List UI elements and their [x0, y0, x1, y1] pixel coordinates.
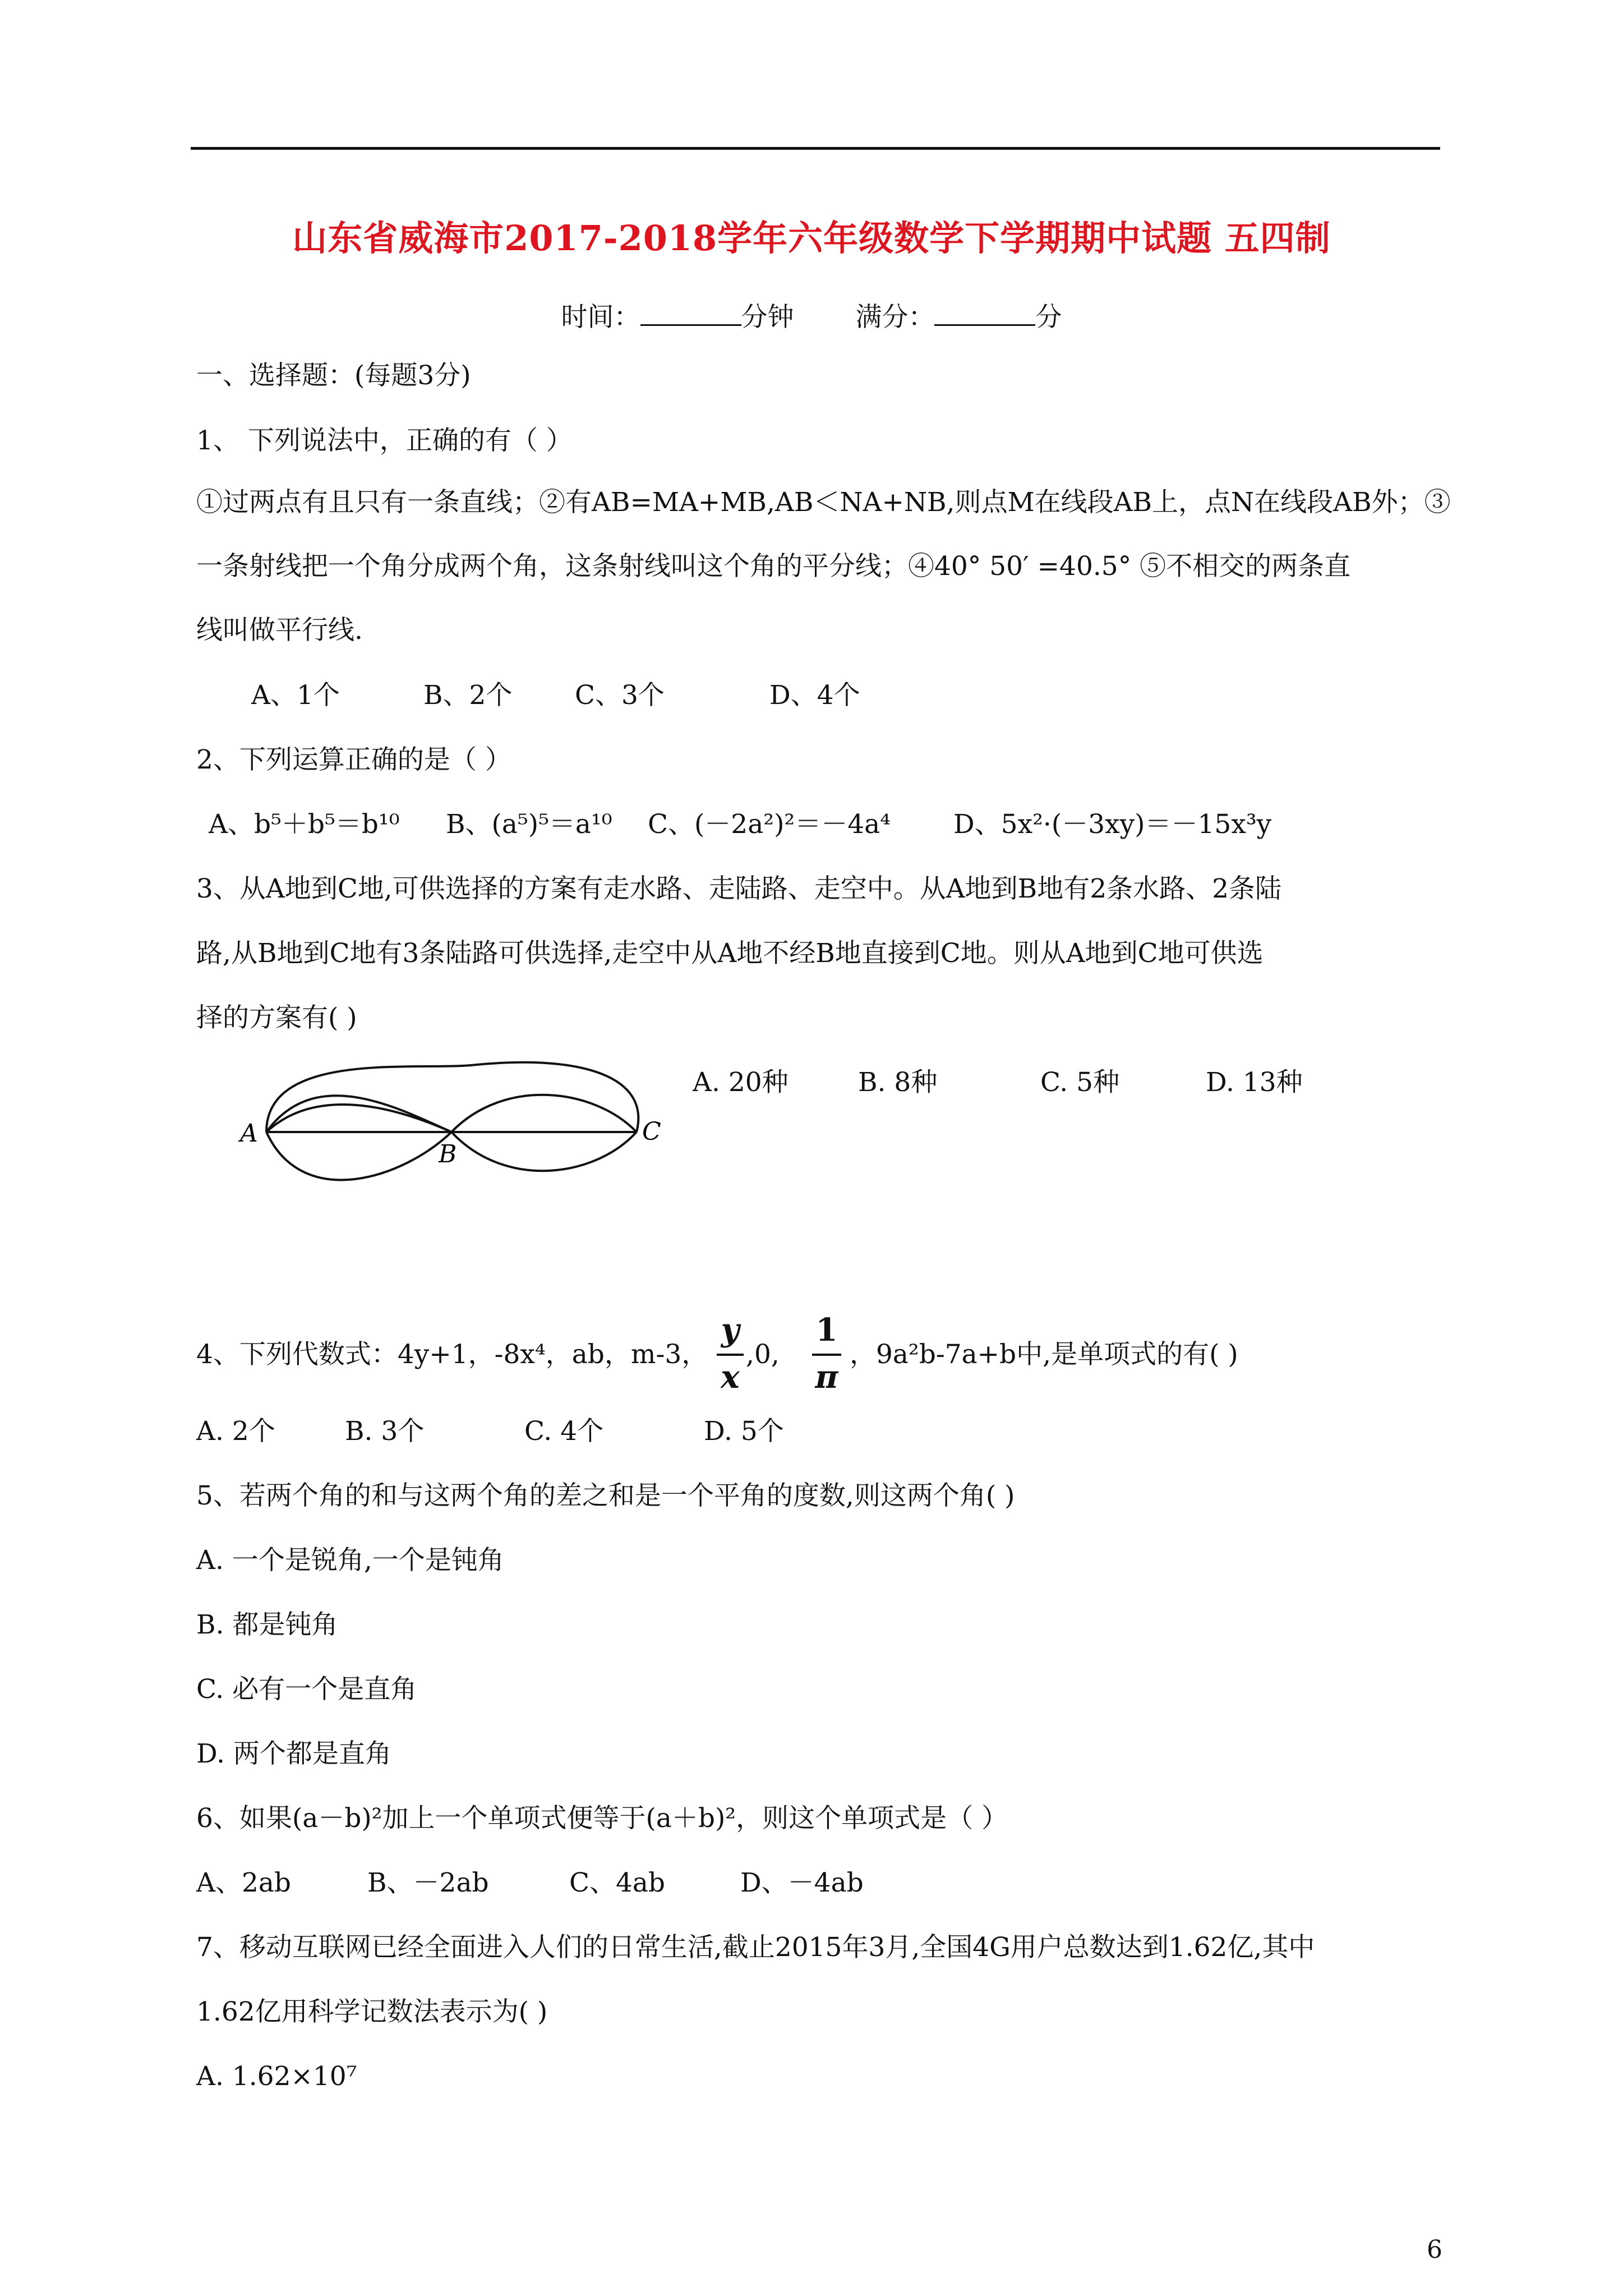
fraction-y-over-x-denominator: x [721, 1359, 740, 1396]
time-label: 时间： [561, 302, 640, 333]
q1-option-d[interactable]: D、4个 [769, 680, 860, 711]
q2-stem: 2、下列运算正确的是（ ） [196, 744, 511, 775]
q3-line1: 3、从A地到C地,可供选择的方案有走水路、走陆路、走空中。从A地到B地有2条水路、2条陆 [196, 873, 1282, 904]
q5-option-a[interactable]: A. 一个是锐角,一个是钝角 [196, 1545, 504, 1576]
q2-option-a[interactable]: A、b⁵＋b⁵＝b¹⁰ [209, 809, 400, 840]
q6-option-b[interactable]: B、－2ab [367, 1867, 489, 1898]
q4-mid: ,0, [746, 1339, 780, 1370]
q2-option-d[interactable]: D、5x²·(－3xy)＝－15x³y [953, 809, 1272, 840]
label-a: A [240, 1119, 258, 1148]
time-unit: 分钟 [741, 302, 794, 333]
land-route-b-c-lower [451, 1132, 637, 1171]
q5-option-d[interactable]: D. 两个都是直角 [196, 1738, 391, 1769]
page-title: 山东省威海市2017-2018学年六年级数学下学期期中试题 五四制 [292, 218, 1331, 259]
q6-stem: 6、如果(a－b)²加上一个单项式便等于(a＋b)²，则这个单项式是（ ） [196, 1803, 1008, 1834]
q1-option-c[interactable]: C、3个 [575, 680, 665, 711]
score-blank[interactable] [934, 302, 1035, 326]
page-number: 6 [1427, 2235, 1442, 2264]
q3-line3: 择的方案有( ) [196, 1002, 357, 1033]
fraction-bar-2 [812, 1354, 841, 1356]
fraction-1-over-pi-numerator: 1 [815, 1312, 838, 1349]
q5-stem: 5、若两个角的和与这两个角的差之和是一个平角的度数,则这两个角( ) [196, 1480, 1015, 1511]
q6-option-c[interactable]: C、4ab [569, 1867, 665, 1898]
q1-body-line1: ①过两点有且只有一条直线；②有AB=MA+MB,AB＜NA+NB,则点M在线段AB上，点N在线段AB外；③ [196, 487, 1451, 518]
label-c: C [642, 1117, 661, 1146]
header-rule [191, 147, 1440, 150]
land-route-b-c-upper [451, 1095, 637, 1132]
q4-prefix: 4、下列代数式：4y+1，-8x⁴，ab，m-3， [196, 1339, 708, 1370]
fraction-y-over-x-numerator: y [721, 1312, 740, 1349]
q1-body-line3: 线叫做平行线. [196, 615, 363, 646]
q1-body-line2: 一条射线把一个角分成两个角，这条射线叫这个角的平分线；④40° 50′ =40.5° ⑤不相交的两条直 [196, 551, 1351, 582]
q4-option-c[interactable]: C. 4个 [524, 1416, 604, 1447]
fraction-1-over-pi-denominator: π [815, 1359, 838, 1396]
score-unit: 分 [1035, 302, 1062, 333]
section-heading: 一、选择题：(每题3分) [196, 360, 471, 391]
q7-line2: 1.62亿用科学记数法表示为( ) [196, 1996, 548, 2027]
score-label: 满分： [855, 302, 935, 333]
q1-option-b[interactable]: B、2个 [423, 680, 513, 711]
q3-option-c[interactable]: C. 5种 [1040, 1067, 1120, 1098]
q2-option-c[interactable]: C、(－2a²)²＝－4a⁴ [648, 809, 891, 840]
q4-option-b[interactable]: B. 3个 [345, 1416, 425, 1447]
q6-option-a[interactable]: A、2ab [196, 1867, 291, 1898]
q7-option-a[interactable]: A. 1.62×10⁷ [196, 2061, 357, 2092]
q3-option-a[interactable]: A. 20种 [693, 1067, 789, 1098]
exam-meta [0, 296, 1623, 334]
q4-suffix: ，9a²b-7a+b中,是单项式的有( ) [850, 1339, 1238, 1370]
q4-option-d[interactable]: D. 5个 [704, 1416, 784, 1447]
route-diagram [236, 1038, 684, 1245]
q2-option-b[interactable]: B、(a⁵)⁵＝a¹⁰ [446, 809, 612, 840]
time-blank[interactable] [640, 302, 741, 326]
q1-stem: 1、 下列说法中，正确的有（ ） [196, 425, 573, 456]
water-route-2 [266, 1132, 451, 1180]
label-b: B [439, 1140, 457, 1168]
q5-option-c[interactable]: C. 必有一个是直角 [196, 1674, 417, 1705]
q3-option-b[interactable]: B. 8种 [858, 1067, 938, 1098]
q7-line1: 7、移动互联网已经全面进入人们的日常生活,截止2015年3月,全国4G用户总数达到1.62亿,其中 [196, 1932, 1315, 1963]
fraction-bar-1 [717, 1354, 744, 1356]
q4-option-a[interactable]: A. 2个 [196, 1416, 275, 1447]
q3-line2: 路,从B地到C地有3条陆路可供选择,走空中从A地不经B地直接到C地。则从A地到C地可供选 [196, 938, 1264, 969]
q5-option-b[interactable]: B. 都是钝角 [196, 1609, 338, 1640]
q6-option-d[interactable]: D、－4ab [740, 1867, 864, 1898]
q3-option-d[interactable]: D. 13种 [1206, 1067, 1303, 1098]
q1-option-a[interactable]: A、1个 [251, 680, 340, 711]
